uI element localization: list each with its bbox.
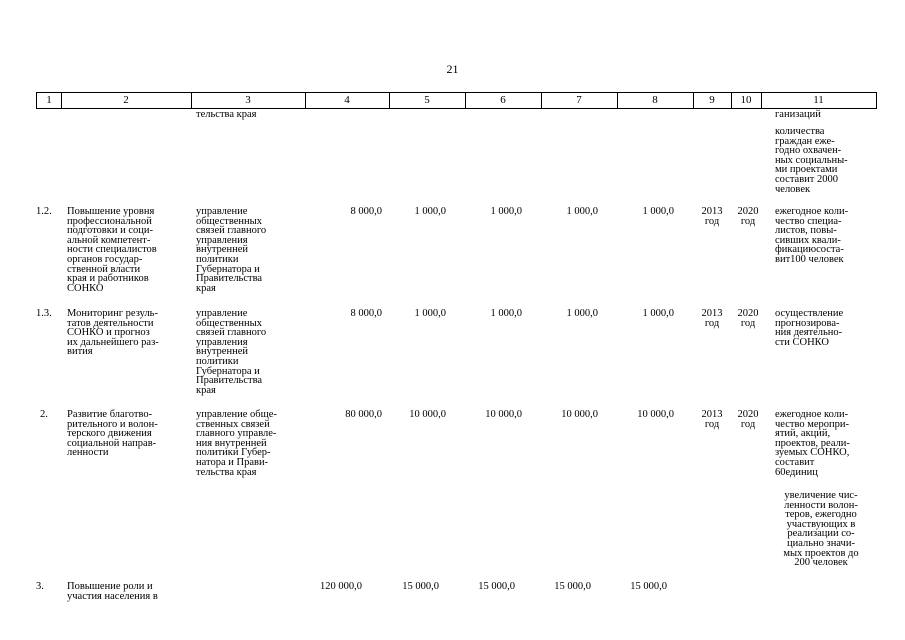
year-amount-4: 15 000,0 <box>630 581 667 592</box>
result-text: ежегодное коли- чество специа- листов, повы- сивших квали- фикациюсоста- вит100 человек <box>775 206 849 265</box>
carry-result-b: количества граждан еже- годно охвачен- ных социальны- ми проектами составит 2000 человек <box>775 126 848 195</box>
end-year: 2020 год <box>737 206 759 227</box>
start-year: 2013 год <box>701 308 723 329</box>
year-amount-1: 15 000,0 <box>402 581 439 592</box>
header-col-11: 11 <box>813 94 824 106</box>
total-amount: 8 000,0 <box>350 206 382 217</box>
year-amount-3: 1 000,0 <box>566 206 598 217</box>
result-text: осуществление прогнозирова- ния деятельно- сти СОНКО <box>775 308 844 348</box>
year-amount-3: 1 000,0 <box>566 308 598 319</box>
header-col-6: 6 <box>500 94 506 106</box>
total-amount: 80 000,0 <box>345 409 382 420</box>
header-col-8: 8 <box>652 94 658 106</box>
header-col-1: 1 <box>46 94 52 106</box>
row-number: 2. <box>40 409 48 420</box>
year-amount-2: 1 000,0 <box>490 308 522 319</box>
year-amount-4: 1 000,0 <box>642 206 674 217</box>
row-number: 3. <box>36 581 44 592</box>
year-amount-4: 10 000,0 <box>637 409 674 420</box>
executor: управление обще- ственных связей главного управле- ния внутренней политики Губер- натора и Прави- тельства края <box>196 409 277 478</box>
header-col-3: 3 <box>245 94 251 106</box>
header-col-5: 5 <box>424 94 430 106</box>
total-amount: 120 000,0 <box>320 581 362 592</box>
carry-result-a: ганизаций <box>775 109 821 120</box>
year-amount-2: 1 000,0 <box>490 206 522 217</box>
start-year: 2013 год <box>701 409 723 430</box>
header-col-9: 9 <box>709 94 715 106</box>
header-col-10: 10 <box>740 94 752 106</box>
year-amount-1: 1 000,0 <box>414 206 446 217</box>
row-number: 1.3. <box>36 308 52 319</box>
start-year: 2013 год <box>701 206 723 227</box>
result-text-secondary: увеличение чис- ленности волон- теров, ежегодно участвующих в реализации со- циально значи- мых проектов до 200 человек <box>783 490 859 569</box>
year-amount-1: 10 000,0 <box>409 409 446 420</box>
page-number: 21 <box>446 62 459 76</box>
year-amount-3: 15 000,0 <box>554 581 591 592</box>
measure-name: Повышение роли и участия населения в <box>67 581 158 602</box>
end-year: 2020 год <box>737 308 759 329</box>
carry-executor: тельства края <box>196 109 257 120</box>
year-amount-2: 15 000,0 <box>478 581 515 592</box>
year-amount-1: 1 000,0 <box>414 308 446 319</box>
measure-name: Развитие благотво- рительного и волон- терского движения социальной направ- ленности <box>67 409 158 459</box>
total-amount: 8 000,0 <box>350 308 382 319</box>
result-text: ежегодное коли- чество меропри- ятий, акций, проектов, реали- зуемых СОНКО, составит 60единиц <box>775 409 850 478</box>
executor: управление общественных связей главного управления внутренней политики Губернатора и Правительства края <box>196 308 267 396</box>
header-col-4: 4 <box>344 94 350 106</box>
measure-name: Повышение уровня профессиональной подготовки и соци- альной компетент- ности специалистов органов государ- ственной власти края и работников СОНКО <box>67 206 157 294</box>
year-amount-4: 1 000,0 <box>642 308 674 319</box>
executor: управление общественных связей главного управления внутренней политики Губернатора и Правительства края <box>196 206 267 294</box>
measure-name: Мониторинг резуль- татов деятельности СОНКО и прогноз их дальнейшего раз- вития <box>67 308 159 358</box>
table-header <box>36 92 877 109</box>
row-number: 1.2. <box>36 206 52 217</box>
end-year: 2020 год <box>737 409 759 430</box>
header-col-2: 2 <box>123 94 129 106</box>
header-col-7: 7 <box>576 94 582 106</box>
year-amount-2: 10 000,0 <box>485 409 522 420</box>
year-amount-3: 10 000,0 <box>561 409 598 420</box>
